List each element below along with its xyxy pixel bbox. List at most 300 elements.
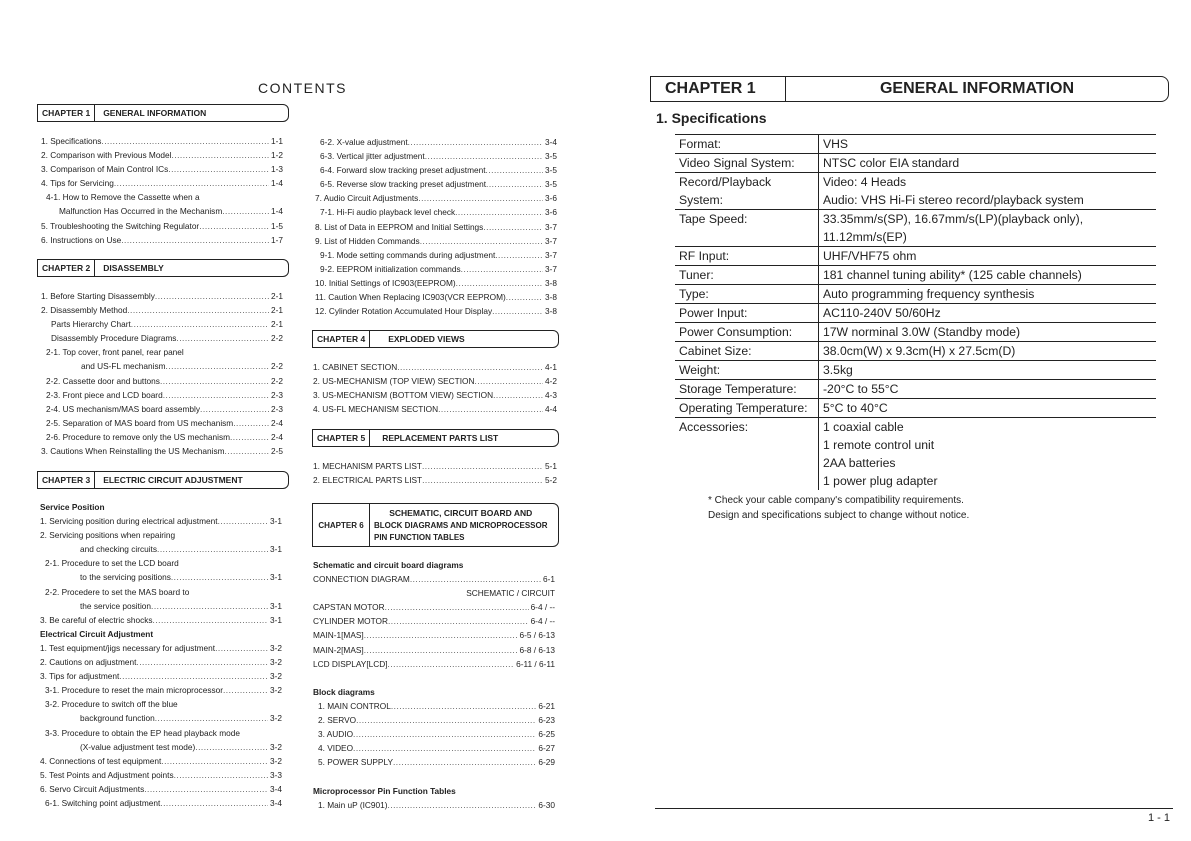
spec-row [675, 154, 1156, 173]
toc-page-number: 2-2 [271, 361, 283, 372]
chapter-title: EXPLODED VIEWS [388, 334, 465, 344]
toc-page-number: 3-1 [270, 516, 282, 527]
toc-entry [41, 148, 283, 162]
leader-dots [420, 234, 543, 248]
toc-page-number: 3-4 [545, 137, 557, 147]
chapter-number: CHAPTER 1 [38, 105, 95, 121]
toc-entry-label: MAIN-1[MAS] [313, 630, 364, 641]
spec-row [675, 191, 1156, 210]
leader-dots [155, 711, 268, 725]
leader-dots [422, 459, 543, 473]
leader-dots [160, 796, 268, 810]
spec-value: NTSC color EIA standard [819, 154, 1157, 173]
leader-dots [230, 430, 269, 444]
toc-page-number: 6-27 [538, 743, 555, 754]
spec-value: AC110-240V 50/60Hz [819, 304, 1157, 323]
leader-dots [456, 276, 543, 290]
toc-page-number: 4-2 [545, 376, 557, 387]
toc-entry-label: 1. MECHANISM PARTS LIST [313, 461, 422, 471]
toc-entry-label: MAIN-2[MAS] [313, 644, 364, 655]
toc-entry-label: 1. Before Starting Disassembly [41, 291, 155, 301]
chapter-3-continued-list [315, 135, 557, 318]
toc-page-number: 3-1 [270, 614, 282, 625]
spec-row [675, 361, 1156, 380]
leader-dots [218, 514, 268, 528]
toc-entry [41, 331, 283, 345]
spec-row [675, 228, 1156, 247]
toc-page-number: 2-4 [271, 417, 283, 428]
toc-page-number: 2-1 [271, 291, 283, 301]
spec-label: Video Signal System: [675, 154, 819, 173]
toc-entry [313, 755, 555, 769]
toc-page-number: 3-7 [545, 221, 557, 232]
toc-entry [41, 176, 283, 190]
toc-entry-label: 3. Comparison of Main Control ICs [41, 164, 169, 175]
spec-row [675, 285, 1156, 304]
toc-entry-label: CAPSTAN MOTOR [313, 602, 385, 613]
toc-page-number: 3-6 [545, 193, 557, 204]
toc-page-number: 3-5 [545, 165, 557, 176]
chapter-2-list [41, 289, 283, 458]
chapter-6-list [313, 558, 555, 812]
leader-dots [455, 205, 543, 219]
chapter-1-list [41, 134, 283, 247]
leader-dots [492, 304, 543, 318]
toc-entry [315, 234, 557, 248]
spec-label: Power Consumption: [675, 323, 819, 342]
leader-dots [356, 713, 536, 727]
leader-dots [101, 134, 269, 148]
toc-entry [315, 135, 557, 149]
toc-entry [40, 528, 282, 542]
toc-entry-label: 4. Connections of test equipment [40, 755, 162, 766]
toc-entry-label: 4. US-FL MECHANISM SECTION [313, 404, 439, 415]
contents-title: CONTENTS [258, 80, 347, 96]
toc-entry [315, 290, 557, 304]
leader-dots [486, 177, 543, 191]
toc-page-number: 6-8 / 6-13 [519, 644, 555, 655]
toc-entry-label: 2. Servicing positions when repairing [40, 530, 176, 541]
toc-entry-label: 1. Test equipment/jigs necessary for adjustment [40, 642, 216, 653]
toc-entry [40, 514, 282, 528]
spec-row [675, 342, 1156, 361]
spec-row [675, 173, 1156, 192]
spec-value: 1 remote control unit [823, 438, 935, 452]
leader-dots [151, 599, 268, 613]
toc-entry [40, 570, 282, 584]
spec-label: Power Input: [675, 304, 819, 323]
toc-entry [40, 726, 282, 740]
toc-entry [41, 416, 283, 430]
chapter-title-line: SCHEMATIC, CIRCUIT BOARD AND [389, 507, 533, 518]
toc-page-number: 3-2 [270, 685, 282, 696]
toc-entry-label: 6-4. Forward slow tracking preset adjustment [320, 165, 486, 176]
toc-page-number: 3-4 [270, 797, 282, 808]
toc-entry [41, 444, 283, 458]
toc-entry-label: 2. Disassembly Method [41, 305, 128, 316]
toc-page-number: 2-3 [271, 389, 283, 400]
toc-page-number: 3-3 [270, 769, 282, 780]
toc-entry-label: 4-1. How to Remove the Cassette when a [46, 192, 200, 203]
toc-entry-label: 5. Test Points and Adjustment points [40, 769, 174, 780]
chapter-number: CHAPTER 1 [651, 77, 786, 101]
toc-entry-label: Disassembly Procedure Diagrams [51, 333, 177, 344]
toc-entry [315, 304, 557, 318]
chapter-1-header [37, 104, 289, 122]
leader-dots [486, 163, 543, 177]
toc-page-number: 1-4 [271, 206, 283, 217]
spec-value: 33.35mm/s(SP), 16.67mm/s(LP)(playback only), [823, 212, 1084, 226]
toc-entry [41, 359, 283, 373]
chapter-title: GENERAL INFORMATION [879, 80, 1075, 97]
chapter-number: CHAPTER 6 [313, 504, 370, 546]
section-heading: Schematic and circuit board diagrams [313, 560, 464, 570]
spec-value: 1 power plug adapter [823, 474, 938, 488]
toc-page-number: 3-2 [270, 755, 282, 766]
specifications-table [675, 134, 1156, 490]
toc-page-number: 6-25 [538, 729, 555, 740]
toc-entry [40, 796, 282, 810]
toc-page-number: 6-4 / -- [530, 616, 555, 627]
toc-entry-label: 9. List of Hidden Commands [315, 235, 420, 246]
toc-page-number: 2-2 [271, 333, 283, 344]
spec-value: Video: 4 Heads [823, 175, 907, 189]
toc-entry-label: 3. Cautions When Reinstalling the US Mechanism [41, 446, 225, 457]
toc-entry-label: 9-2. EEPROM initialization commands [320, 263, 461, 274]
toc-entry-label: 2-1. Top cover, front panel, rear panel [46, 347, 184, 358]
toc-entry [315, 177, 557, 191]
toc-page-number: 1-7 [271, 234, 283, 245]
toc-entry [315, 262, 557, 276]
toc-page-number: 6-4 / -- [530, 602, 555, 613]
chapter-1-banner [650, 76, 1169, 102]
toc-page-number: 2-3 [271, 403, 283, 414]
toc-page-number: 2-1 [271, 305, 283, 316]
toc-page-number: 2-4 [271, 431, 283, 442]
spec-label: RF Input: [675, 247, 819, 266]
leader-dots [215, 641, 268, 655]
toc-entry [41, 219, 283, 233]
toc-entry-label: 2-2. Cassette door and buttons [46, 375, 160, 386]
leader-dots [195, 740, 268, 754]
leader-dots [176, 331, 269, 345]
column-headings: SCHEMATIC / CIRCUIT [466, 588, 555, 599]
section-heading: Microprocessor Pin Function Tables [313, 785, 456, 796]
toc-entry [313, 473, 557, 487]
leader-dots [364, 643, 518, 657]
leader-dots [222, 204, 269, 218]
spec-label: Operating Temperature: [675, 399, 819, 418]
spec-row [675, 323, 1156, 342]
toc-entry-label: 4. VIDEO [318, 743, 354, 754]
toc-entry-label: 2. Cautions on adjustment [40, 657, 137, 668]
leader-dots [121, 233, 269, 247]
spec-value: 1 coaxial cable [823, 420, 904, 434]
toc-entry-label: 2. US-MECHANISM (TOP VIEW) SECTION [313, 376, 475, 387]
toc-entry [40, 585, 282, 599]
leader-dots [160, 374, 269, 388]
spec-value: 5°C to 40°C [819, 399, 1157, 418]
spec-row [675, 266, 1156, 285]
toc-entry [40, 711, 282, 725]
chapter-title: ELECTRIC CIRCUIT ADJUSTMENT [103, 475, 243, 485]
chapter-number: CHAPTER 2 [38, 260, 95, 276]
toc-page-number: 5-1 [545, 461, 557, 471]
leader-dots [353, 741, 536, 755]
toc-page-number: 1-3 [271, 164, 283, 175]
section-heading: Block diagrams [313, 686, 375, 697]
footer-rule [655, 808, 1173, 809]
toc-entry-label: 8. List of Data in EEPROM and Initial Settings [315, 221, 484, 232]
spec-row [675, 418, 1156, 437]
chapter-3-list [40, 500, 282, 810]
toc-entry-label: Parts Hierarchy Chart [51, 319, 131, 330]
spec-row [675, 454, 1156, 472]
spec-value: VHS [819, 135, 1157, 154]
leader-dots [353, 727, 536, 741]
leader-dots [172, 148, 269, 162]
toc-entry-label: the service position [80, 600, 152, 611]
spec-value: Auto programming frequency synthesis [819, 285, 1157, 304]
toc-entry-label: 12. Cylinder Rotation Accumulated Hour Display [315, 306, 493, 317]
toc-entry [41, 303, 283, 317]
chapter-title-line: PIN FUNCTION TABLES [374, 533, 465, 543]
toc-page-number: 3-2 [270, 741, 282, 752]
toc-entry-label: 6-5. Reverse slow tracking preset adjustment [320, 179, 487, 190]
toc-entry-label: 2-1. Procedure to set the LCD board [45, 558, 179, 569]
toc-page-number: 6-30 [538, 799, 555, 810]
toc-entry [313, 727, 555, 741]
spec-label [675, 228, 819, 247]
toc-page-number: 6-11 / 6-11 [516, 658, 555, 669]
spec-label: Format: [675, 135, 819, 154]
toc-page-number: 3-8 [545, 277, 557, 288]
toc-entry [40, 768, 282, 782]
toc-page-number: 6-23 [538, 715, 555, 726]
toc-entry [40, 655, 282, 669]
toc-entry [315, 248, 557, 262]
leader-dots [200, 402, 269, 416]
toc-entry-label: Malfunction Has Occurred in the Mechanism [59, 206, 223, 217]
leader-dots [161, 754, 268, 768]
toc-page-number: 3-2 [270, 642, 282, 653]
toc-page-number: 1-4 [271, 178, 283, 189]
toc-entry [315, 163, 557, 177]
spec-value: Audio: VHS Hi-Fi stereo record/playback system [819, 191, 1157, 210]
leader-dots [364, 628, 518, 642]
toc-entry [41, 233, 283, 247]
toc-entry-label: 3-3. Procedure to obtain the EP head playback mode [45, 727, 240, 738]
page-number: 1 - 1 [1148, 812, 1171, 824]
toc-entry-label: CONNECTION DIAGRAM [313, 574, 410, 585]
section-heading: Service Position [40, 502, 105, 512]
toc-entry [40, 697, 282, 711]
leader-dots [163, 388, 269, 402]
toc-entry [41, 388, 283, 402]
toc-entry [313, 713, 555, 727]
leader-dots [397, 360, 543, 374]
toc-page-number: 2-2 [271, 375, 283, 386]
toc-entry [313, 459, 557, 473]
leader-dots [461, 262, 543, 276]
toc-entry [41, 289, 283, 303]
leader-dots [144, 782, 268, 796]
leader-dots [385, 600, 529, 614]
toc-entry [315, 149, 557, 163]
leader-dots [155, 289, 269, 303]
toc-page-number: 4-4 [545, 404, 557, 415]
toc-entry-label: 3. Tips for adjustment [40, 671, 120, 682]
toc-page-number: 3-5 [545, 179, 557, 190]
toc-page-number: 6-5 / 6-13 [519, 630, 555, 641]
spec-label: System: [675, 191, 819, 210]
toc-page-number: 3-2 [270, 713, 282, 724]
chapter-5-list [313, 459, 557, 487]
toc-entry-label: 1. MAIN CONTROL [318, 700, 391, 711]
toc-entry [41, 162, 283, 176]
toc-entry-label: 2-6. Procedure to remove only the US mechanism [46, 431, 230, 442]
toc-entry-label: 3. AUDIO [318, 729, 354, 740]
toc-entry [315, 220, 557, 234]
toc-entry [40, 683, 282, 697]
spec-value: 181 channel tuning ability* (125 cable channels) [819, 266, 1157, 285]
chapter-5-header [312, 429, 559, 447]
toc-entry [313, 699, 555, 713]
toc-page-number: 1-2 [271, 150, 283, 161]
toc-entry-label: 1. Main uP (IC901) [318, 799, 388, 810]
chapter-4-list [313, 360, 557, 416]
toc-entry-label: 3. US-MECHANISM (BOTTOM VIEW) SECTION [313, 390, 494, 401]
spec-notes [708, 493, 969, 523]
leader-dots [171, 570, 268, 584]
spec-label: Record/Playback [675, 173, 819, 192]
leader-dots [388, 614, 529, 628]
spec-label [675, 472, 819, 490]
spec-row [675, 210, 1156, 229]
leader-dots [114, 176, 269, 190]
toc-entry-label: LCD DISPLAY[LCD] [313, 658, 388, 669]
toc-entry-label: and US-FL mechanism [81, 361, 166, 372]
leader-dots [157, 542, 268, 556]
toc-entry [313, 657, 555, 671]
leader-dots [495, 248, 543, 262]
toc-entry [40, 669, 282, 683]
toc-entry-label: 11. Caution When Replacing IC903(VCR EEPROM) [315, 292, 506, 303]
toc-entry-label: 4. Tips for Servicing [41, 178, 114, 189]
leader-dots [127, 303, 269, 317]
toc-entry [40, 754, 282, 768]
toc-page-number: 3-8 [545, 306, 557, 317]
toc-page-number: 4-1 [545, 362, 557, 372]
toc-entry [40, 641, 282, 655]
leader-dots [174, 768, 268, 782]
toc-entry-label: (X-value adjustment test mode) [80, 741, 196, 752]
chapter-title-line: BLOCK DIAGRAMS AND MICROPROCESSOR [374, 520, 548, 530]
toc-entry [315, 276, 557, 290]
spec-row [675, 399, 1156, 418]
section-heading: Electrical Circuit Adjustment [40, 628, 154, 639]
chapter-title: GENERAL INFORMATION [103, 108, 207, 118]
toc-entry [313, 614, 555, 628]
leader-dots [119, 669, 268, 683]
toc-entry [40, 740, 282, 754]
spec-row [675, 380, 1156, 399]
toc-page-number: 1-5 [271, 220, 283, 231]
toc-entry-label: 6. Servo Circuit Adjustments [40, 783, 145, 794]
toc-entry [40, 556, 282, 570]
toc-page-number: 3-7 [545, 249, 557, 260]
spec-label [675, 436, 819, 454]
toc-page-number: 2-1 [271, 319, 283, 330]
toc-entry-label: background function [80, 713, 155, 724]
chapter-6-header [312, 503, 559, 547]
leader-dots [425, 149, 543, 163]
leader-dots [408, 135, 543, 149]
toc-page-number: 3-7 [545, 263, 557, 274]
toc-entry-label: 2-2. Procedere to set the MAS board to [45, 586, 190, 597]
leader-dots [136, 655, 268, 669]
toc-page-number: 6-1 [543, 574, 555, 585]
toc-entry [313, 374, 557, 388]
toc-page-number: 6-29 [538, 757, 555, 768]
leader-dots [483, 220, 543, 234]
leader-dots [168, 162, 269, 176]
toc-entry-label: 1. Specifications [41, 136, 102, 146]
leader-dots [225, 444, 269, 458]
chapter-number: CHAPTER 4 [313, 331, 370, 347]
leader-dots [223, 683, 268, 697]
toc-page-number: 3-8 [545, 292, 557, 303]
leader-dots [166, 359, 269, 373]
note-cable: * Check your cable company's compatibility requirements. [708, 495, 964, 506]
toc-entry [313, 643, 555, 657]
toc-entry-label: 6-2. X-value adjustment [320, 137, 408, 147]
toc-entry [313, 628, 555, 642]
toc-entry [41, 190, 283, 204]
toc-entry [313, 402, 557, 416]
toc-entry-label: 10. Initial Settings of IC903(EEPROM) [315, 277, 456, 288]
leader-dots [391, 699, 537, 713]
toc-entry-label: 1. Servicing position during electrical adjustment [40, 516, 218, 527]
toc-entry-label: 2. ELECTRICAL PARTS LIST [313, 475, 423, 486]
spec-label: Tuner: [675, 266, 819, 285]
spec-row [675, 135, 1156, 154]
chapter-number: CHAPTER 3 [38, 472, 95, 488]
spec-value: 38.0cm(W) x 9.3cm(H) x 27.5cm(D) [819, 342, 1157, 361]
toc-entry [40, 599, 282, 613]
toc-entry [40, 782, 282, 796]
spec-value: 3.5kg [819, 361, 1157, 380]
spec-row [675, 247, 1156, 266]
toc-page-number: 3-6 [545, 207, 557, 218]
leader-dots [153, 613, 268, 627]
toc-entry-label: 3. Be careful of electric shocks [40, 614, 153, 625]
toc-page-number: 3-2 [270, 671, 282, 682]
leader-dots [422, 473, 543, 487]
chapter-title: REPLACEMENT PARTS LIST [382, 433, 499, 443]
toc-entry [41, 317, 283, 331]
leader-dots [418, 191, 543, 205]
toc-entry-label: 2-3. Front piece and LCD board [46, 389, 163, 400]
leader-dots [131, 317, 269, 331]
spec-label: Weight: [675, 361, 819, 380]
leader-dots [393, 755, 536, 769]
toc-page-number: 1-1 [271, 136, 283, 146]
spec-value: 17W norminal 3.0W (Standby mode) [819, 323, 1157, 342]
toc-entry-label: 6. Instructions on Use [41, 234, 122, 245]
toc-entry [313, 741, 555, 755]
leader-dots [493, 388, 543, 402]
